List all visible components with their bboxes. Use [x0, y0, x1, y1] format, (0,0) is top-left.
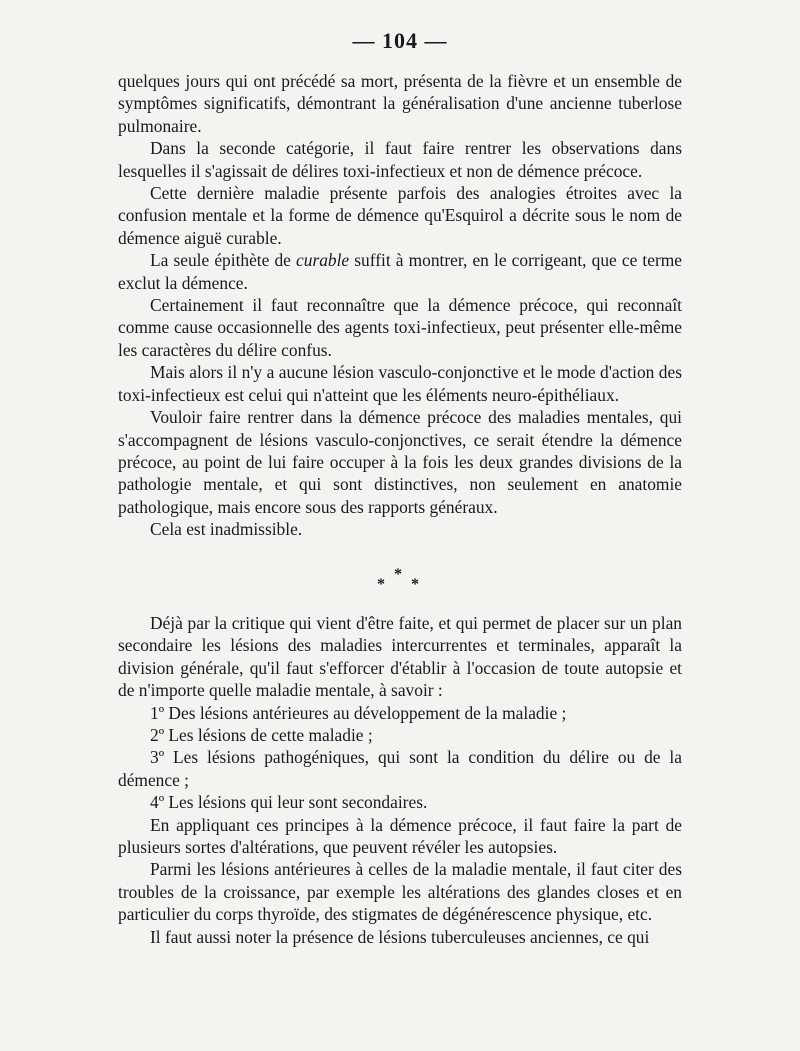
list-item: 3º Les lésions pathogéniques, qui sont la condition du délire ou de la démence ; — [118, 747, 682, 790]
paragraph: Vouloir faire rentrer dans la démence précoce des maladies mentales, qui s'accompagnent de lésions vasculo-conjonctives, ce serait étendre la démence précoce, au point de lui faire occuper à la fois les deux grandes divisions de la pathologie mentale, et qui sont distinctives, non seulement en anatomie pathologique, mais encore sous des rapports généraux. — [118, 407, 682, 517]
page-number: — 104 — — [352, 28, 448, 53]
paragraph: Cette dernière maladie présente parfois des analogies étroites avec la confusion mentale et la forme de démence qu'Esquirol a décrite sous le nom de démence aiguë curable. — [118, 183, 682, 248]
paragraph: Il faut aussi noter la présence de lésions tuberculeuses anciennes, ce qui — [150, 926, 650, 947]
paragraph: Parmi les lésions antérieures à celles de la maladie mentale, il faut citer des troubles de la croissance, par exemple les altérations des glandes closes et en particulier du corps thyroïde, des stigmates de dégénérescence physique, etc. — [118, 859, 682, 925]
paragraph-text: La seule épithète de — [150, 250, 297, 271]
list-item: 4º Les lésions qui leur sont secondaires. — [150, 792, 428, 813]
paragraph: quelques jours qui ont précédé sa mort, présenta de la fièvre et un ensemble de symptômes significatifs, démontrant la généralisation d'une ancienne tuberlose pulmonaire. — [118, 71, 682, 136]
paragraph: Cela est inadmissible. — [150, 519, 303, 540]
paragraph: Certainement il faut reconnaître que la démence précoce, qui reconnaît comme cause occasionnelle des agents toxi-infectieux, peut présenter elle-même les caractères du délire confus. — [118, 295, 682, 360]
list-item: 1º Des lésions antérieures au développement de la maladie ; — [150, 702, 567, 723]
asterisk: * — [394, 566, 402, 583]
paragraph-text: suffit à montrer, en le corrigeant, que ce terme exclut la démence. — [118, 250, 683, 293]
section-asterism — [368, 566, 428, 592]
paragraph — [118, 249, 682, 294]
text-section-top — [118, 70, 682, 541]
paragraph: En appliquant ces principes à la démence précoce, il faut faire la part de plusieurs sortes d'altérations, que peuvent révéler les autopsies. — [118, 814, 682, 858]
paragraph: Dans la seconde catégorie, il faut faire rentrer les observations dans lesquelles il s'agissait de délires toxi-infectieux et non de démence précoce. — [118, 138, 682, 181]
asterisk: * — [377, 576, 385, 593]
paragraph: Déjà par la critique qui vient d'être faite, et qui permet de placer sur un plan secondaire les lésions des maladies intercurrentes et terminales, apparaît la division générale, qu'il faut s'efforcer d'établir à l'occasion de toute autopsie et de n'importe quelle maladie mentale, à savoir : — [118, 613, 682, 701]
italic-term: curable — [296, 250, 350, 271]
paragraph: Mais alors il n'y a aucune lésion vasculo-conjonctive et le mode d'action des toxi-infectieux est celui qui n'atteint que les éléments neuro-épithéliaux. — [118, 362, 682, 405]
asterisk: * — [411, 576, 419, 593]
text-section-bottom — [118, 612, 682, 948]
list-item: 2º Les lésions de cette maladie ; — [150, 725, 373, 746]
